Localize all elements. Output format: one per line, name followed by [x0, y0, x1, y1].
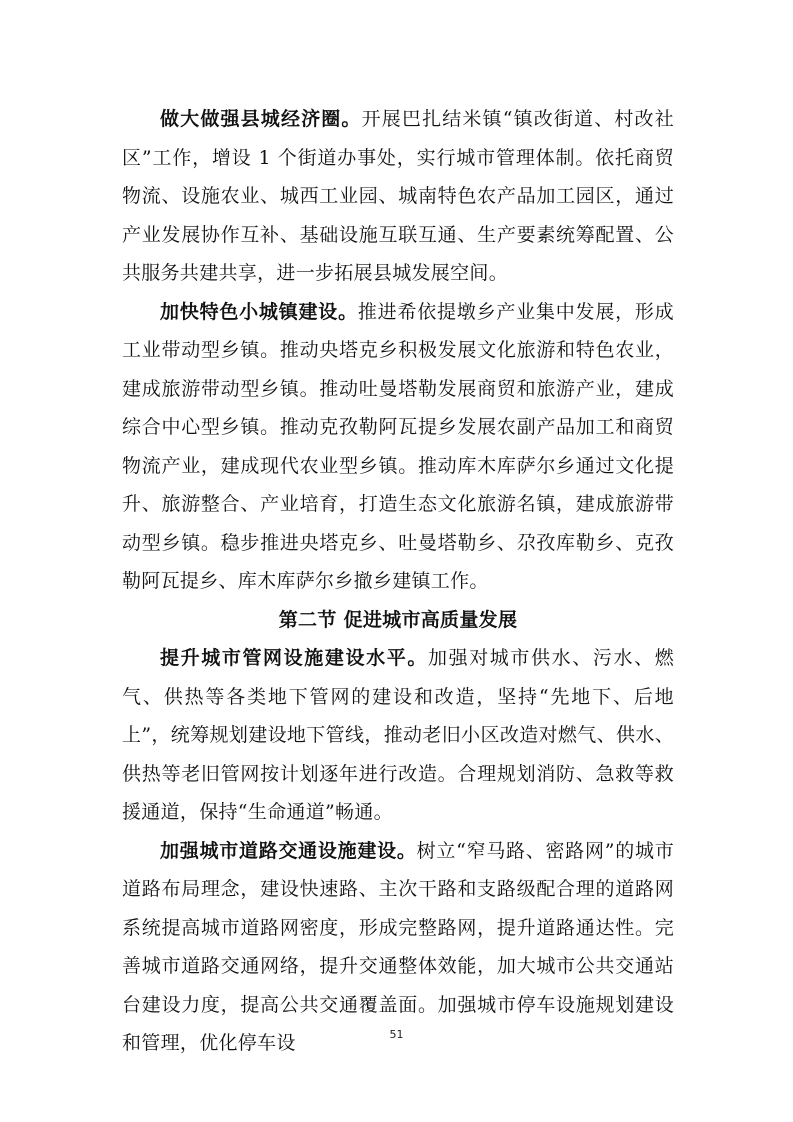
page-body	[122, 100, 674, 1063]
section-heading: 第二节 促进城市高质量发展	[278, 608, 518, 631]
paragraph-lead: 做大做强县城经济圈。	[160, 108, 362, 130]
paragraph-text: 树立“窄马路、密路网”的城市道路布局理念，建设快速路、主次干路和支路级配合理的道路网系统提高城市道路网密度，形成完整路网，提升道路通达性。完善城市道路交通网络，提升交通整体效能，加大城市公共交通站台建设力度，提高公共交通覆盖面。加强城市停车设施规划建设和管理，优化停车设	[122, 839, 674, 1054]
page-number: 51	[389, 1028, 404, 1041]
paragraph-text: 加强对城市供水、污水、燃气、供热等各类地下管网的建设和改造，坚持“先地下、后地上”，统筹规划建设地下管线，推动老旧小区改造对燃气、供水、供热等老旧管网按计划逐年进行改造。合理规划消防、急救等救援通道，保持“生命通道”畅通。	[122, 647, 674, 823]
paragraph-text: 推进希依提墩乡产业集中发展，形成工业带动型乡镇。推动央塔克乡积极发展文化旅游和特色农业，建成旅游带动型乡镇。推动吐曼塔勒发展商贸和旅游产业，建成综合中心型乡镇。推动克孜勒阿瓦提乡发展农副产品加工和商贸物流产业，建成现代农业型乡镇。推动库木库萨尔乡通过文化提升、旅游整合、产业培育，打造生态文化旅游名镇，建成旅游带动型乡镇。稳步推进央塔克乡、吐曼塔勒乡、尕孜库勒乡、克孜勒阿瓦提乡、库木库萨尔乡撤乡建镇工作。	[122, 300, 674, 592]
paragraph-pipe-network	[122, 639, 674, 832]
paragraph-small-towns	[122, 293, 674, 601]
paragraph-lead: 提升城市管网设施建设水平。	[160, 647, 428, 669]
paragraph-county-economy	[122, 100, 674, 293]
paragraph-text: 开展巴扎结米镇“镇改街道、村改社区”工作，增设 1 个街道办事处，实行城市管理体制。依托商贸物流、设施农业、城西工业园、城南特色农产品加工园区，通过产业发展协作互补、基础设施互联互通、生产要素统筹配置、公共服务共建共享，进一步拓展县城发展空间。	[122, 108, 674, 284]
paragraph-lead: 加强城市道路交通设施建设。	[160, 839, 417, 862]
paragraph-lead: 加快特色小城镇建设。	[160, 300, 358, 323]
